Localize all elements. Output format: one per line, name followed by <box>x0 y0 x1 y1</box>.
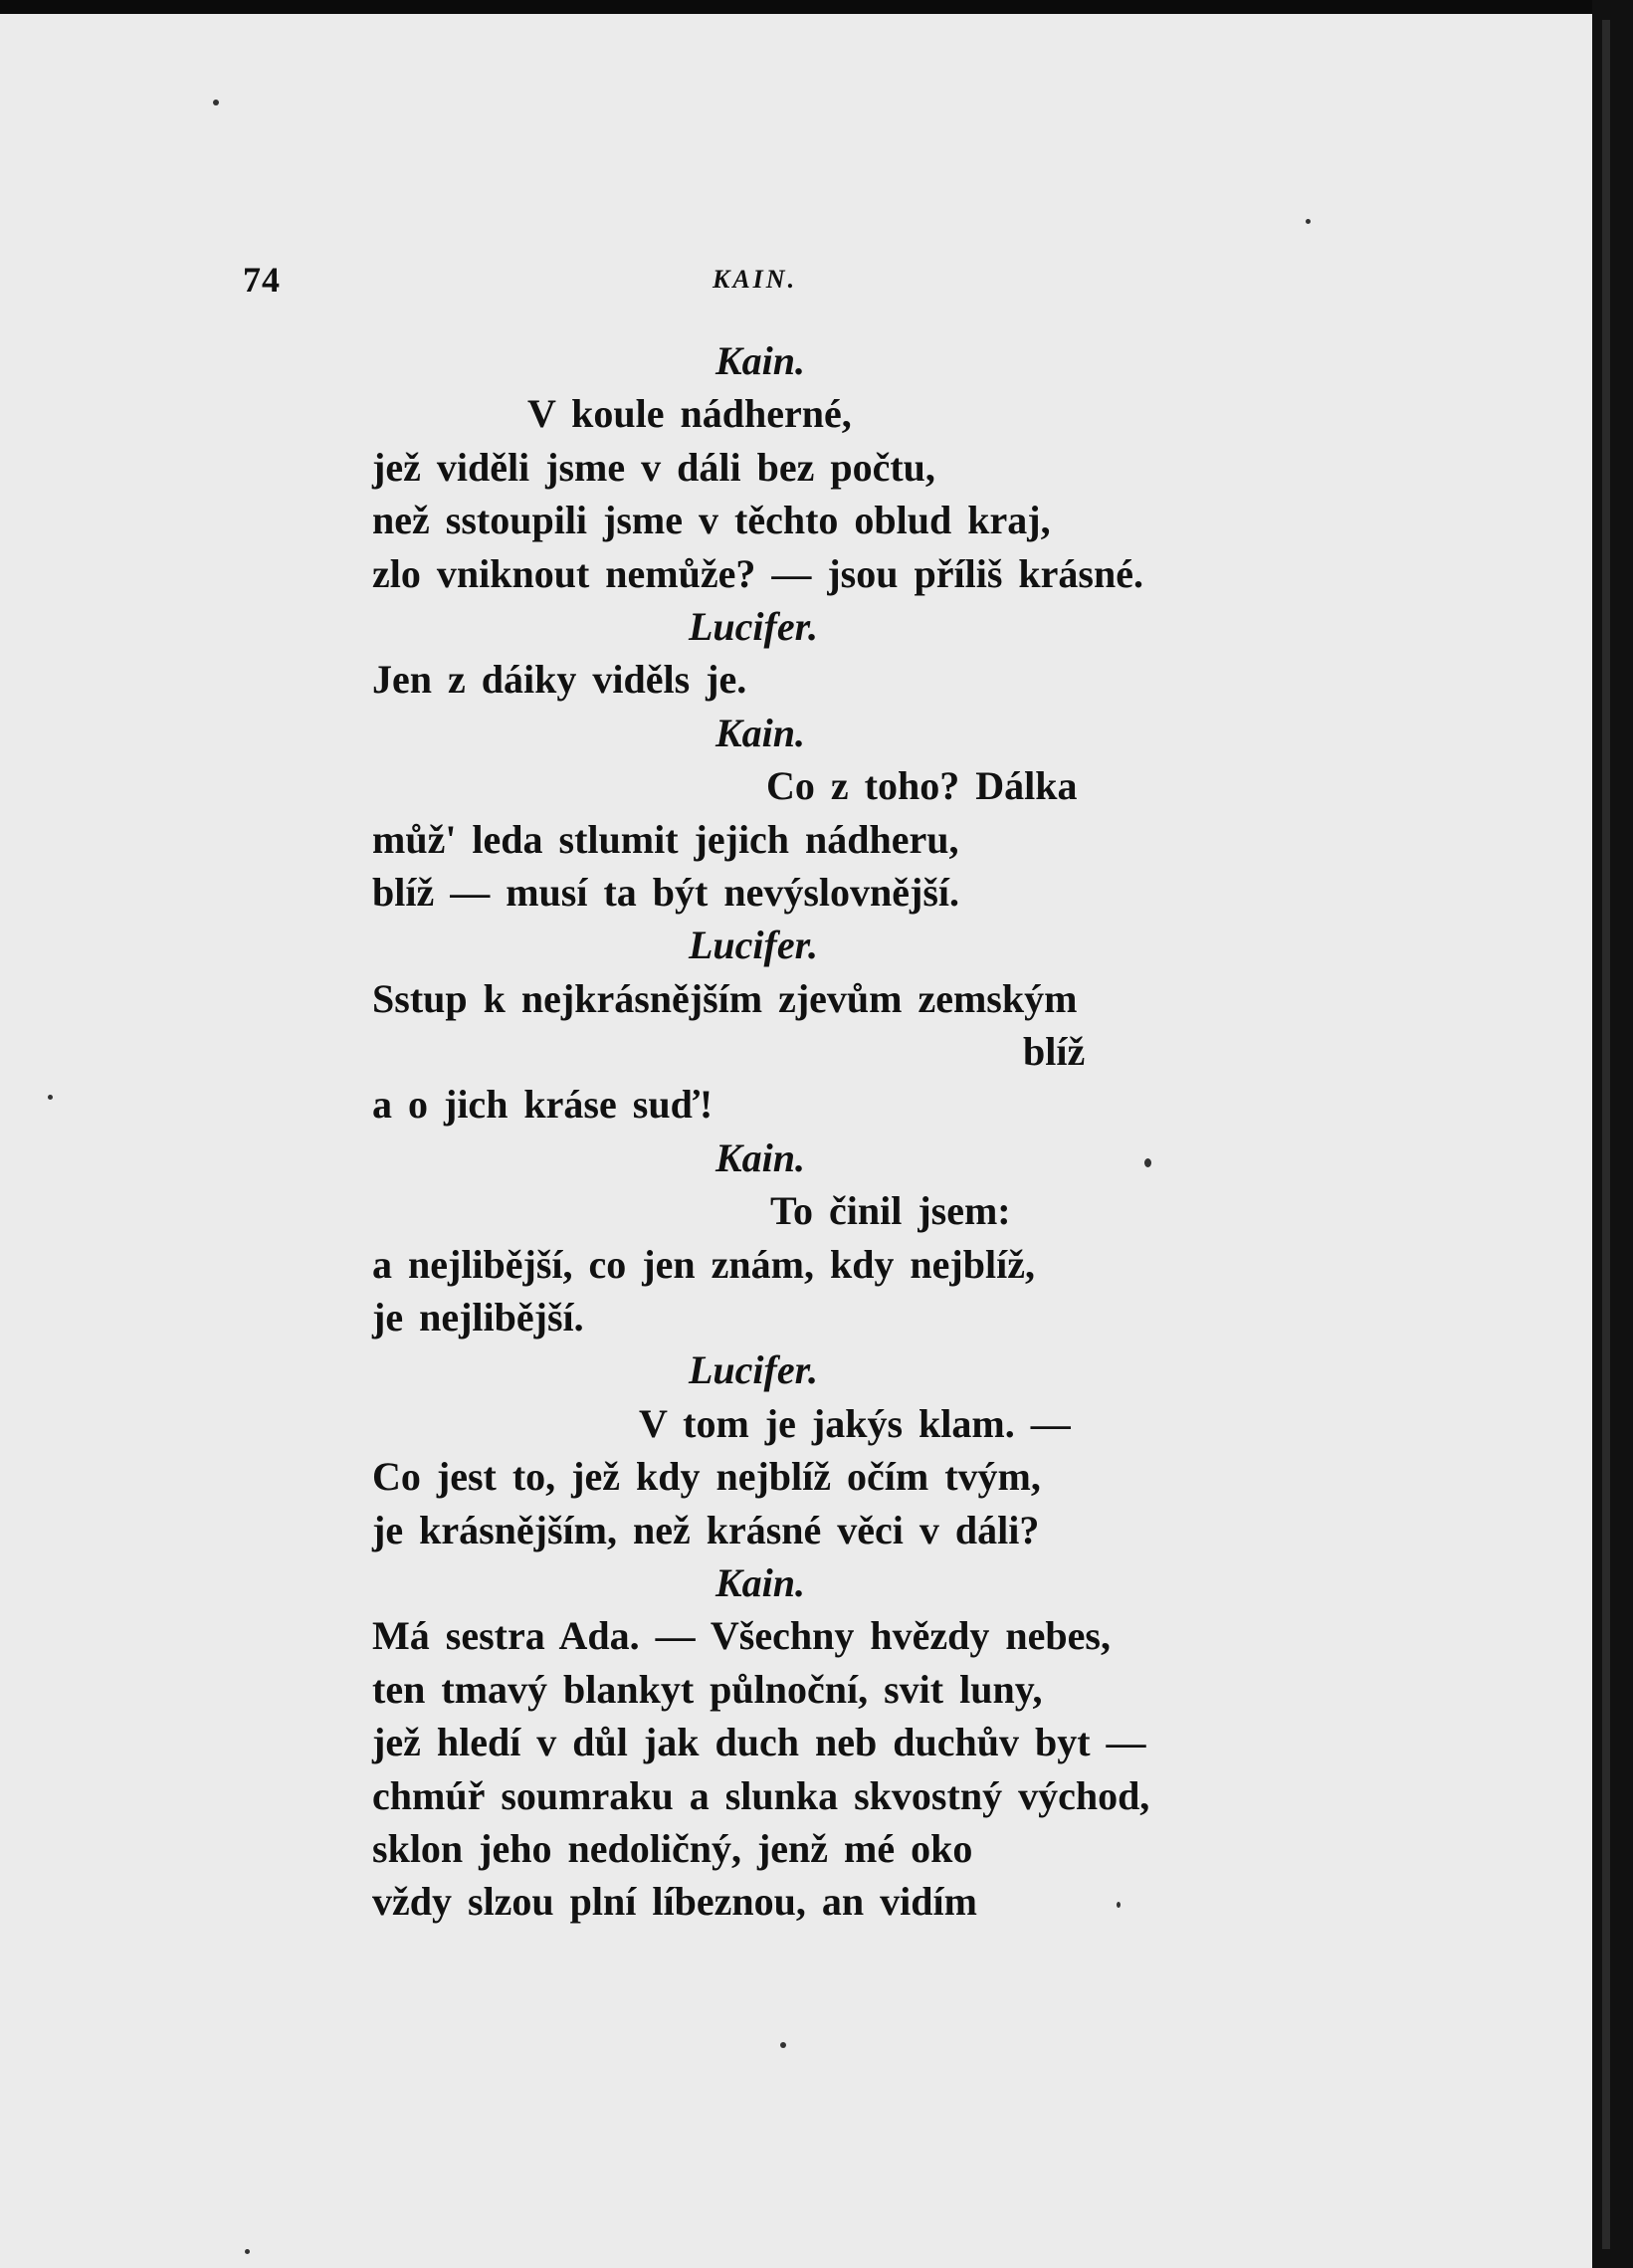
verse-line: V koule nádherné, <box>527 391 852 437</box>
verse-line: Co z toho? Dálka <box>766 763 1078 809</box>
verse-line: V tom je jakýs klam. — <box>639 1400 1071 1446</box>
scan-speck <box>1117 1902 1121 1908</box>
verse-line: zlo vniknout nemůže? — jsou příliš krásné. <box>372 550 1143 596</box>
verse-line: Sstup k nejkrásnějším zjevům zemským <box>372 975 1078 1021</box>
verse-line: sklon jeho nedoličný, jenž mé oko <box>372 1825 973 1871</box>
verse-line: Má sestra Ada. — Všechny hvězdy nebes, <box>372 1613 1111 1659</box>
speaker-name: Lucifer. <box>689 923 818 968</box>
scan-speck <box>1306 219 1311 224</box>
scan-speck <box>48 1095 53 1100</box>
verse-line: To činil jsem: <box>770 1188 1011 1234</box>
speaker-name: Kain. <box>715 1559 806 1605</box>
verse-line: ten tmavý blankyt půlnoční, svit luny, <box>372 1666 1043 1712</box>
page-number: 74 <box>243 260 281 300</box>
speaker-name: Lucifer. <box>689 1347 818 1393</box>
speaker-name: Kain. <box>715 1134 806 1180</box>
scan-speck <box>245 2249 250 2254</box>
verse-line: Jen z dáiky viděls je. <box>372 657 747 703</box>
book-spine-edge <box>1592 0 1633 2268</box>
scan-speck <box>1144 1158 1151 1167</box>
page-edge <box>1602 20 1610 2249</box>
verse-line: Co jest to, jež kdy nejblíž očím tvým, <box>372 1454 1041 1500</box>
verse-line: a o jich kráse suď! <box>372 1082 714 1128</box>
verse-line: jež viděli jsme v dáli bez počtu, <box>372 444 935 490</box>
speaker-name: Kain. <box>715 338 806 383</box>
verse-line: než sstoupili jsme v těchto oblud kraj, <box>372 498 1051 543</box>
verse-line: můž' leda stlumit jejich nádheru, <box>372 816 959 862</box>
verse-line: je krásnějším, než krásné věci v dáli? <box>372 1507 1040 1552</box>
speaker-name: Kain. <box>715 710 806 755</box>
verse-line: blíž — musí ta být nevýslovnější. <box>372 869 960 915</box>
verse-text <box>372 334 1248 1929</box>
scan-speck <box>780 2042 786 2048</box>
running-title: KAIN. <box>713 265 798 294</box>
verse-line: blíž <box>1023 1029 1086 1075</box>
verse-line: vždy slzou plní líbeznou, an vidím <box>372 1879 977 1925</box>
verse-line: chmúř soumraku a slunka skvostný východ, <box>372 1772 1150 1818</box>
book-page <box>0 14 1592 2268</box>
verse-line: jež hledí v důl jak duch neb duchův byt — <box>372 1720 1146 1765</box>
verse-line: a nejlibější, co jen znám, kdy nejblíž, <box>372 1241 1035 1287</box>
verse-line: je nejlibější. <box>372 1295 584 1340</box>
scan-speck <box>213 100 219 105</box>
speaker-name: Lucifer. <box>689 603 818 649</box>
